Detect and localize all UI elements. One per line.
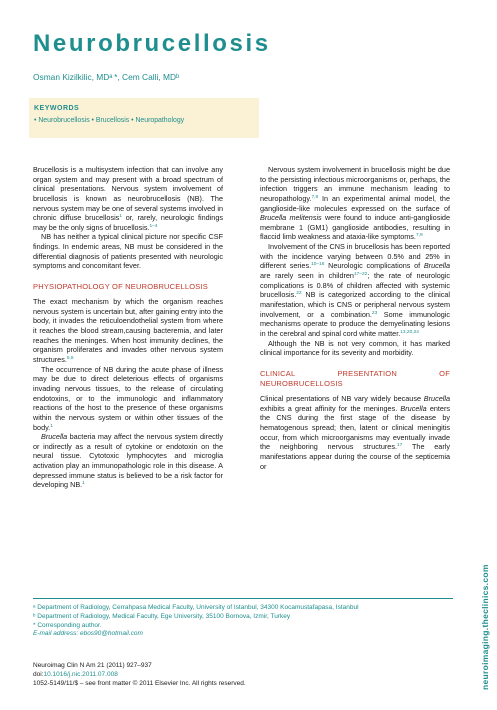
- citation-ref[interactable]: 23: [371, 310, 378, 316]
- journal-info: [33, 661, 246, 688]
- paragraph: NB has neither a typical clinical picture nor specific CSF findings. In endemic areas, NB must be considered in the differential diagnosis of patients presented with neurologic symptoms and concomitant fever.: [33, 232, 223, 271]
- paragraph: Brucella bacteria may affect the nervous system directly or indirectly as a result of cytokine or endotoxin on the neural tissue. Cytotoxic lymphocytes and microglia activation play an immunopathologic role in this disease. A depressed immune status is believed to be a risk factor for developing NB.$^1$: [33, 432, 223, 490]
- paragraph: Clinical presentations of NB vary widely because Brucella exhibits a great affinity for the meninges. Brucella enters the CNS during the first stage of the disease by hematogenous spread; then, latent or clinical meningitis occur, from which microorganisms may eventually invade the neighboring nervous structures.$^{17}$ The early manifestations appear during the course of the septicemia or: [260, 394, 450, 471]
- doi-link[interactable]: 10.1016/j.nic.2011.07.008: [43, 671, 118, 679]
- citation-ref[interactable]: 1: [119, 214, 122, 220]
- citation-ref[interactable]: 22: [296, 291, 302, 297]
- copyright-line: 1052-5149/11/$ – see front matter © 2011 Elsevier Inc. All rights reserved.: [33, 680, 246, 688]
- section-heading: CLINICAL PRESENTATION OF NEUROBRUCELLOSIS: [260, 368, 450, 388]
- citation-ref[interactable]: 10–16: [311, 262, 325, 268]
- keywords-heading: KEYWORDS: [34, 105, 80, 112]
- journal-citation: Neuroimag Clin N Am 21 (2011) 927–937: [33, 662, 152, 669]
- author-line: Osman Kizilkilic, MDᵃ *, Cem Calli, MDᵇ: [33, 72, 180, 82]
- paragraph: The occurrence of NB during the acute phase of illness may be due to direct deleterious effects of organisms invading nervous tissues, to the release of circulating endotoxins, or to the immunologic and inflammatory reactions of the host to the presence of these organisms within the nervous system or within other tissues of the body.$^1$: [33, 364, 223, 432]
- citation-ref[interactable]: 17–22: [353, 272, 368, 278]
- paragraph: Nervous system involvement in brucellosis might be due to the persisting infectious microorganisms or, perhaps, the infection triggers an immune mechanism leading to neuropathology.$^{7,8}$ In an experimental animal model, the ganglioside-like molecules expressed on the surface of Brucella melitensis were found to induce anti-ganglioside membrane 1 (GM1) ganglioside antibodies, resulting in flaccid limb weakness and ataxia-like symptoms.$^{7,9}$: [260, 165, 450, 242]
- paragraph: Brucellosis is a multisystem infection that can involve any organ system and may present with a broad spectrum of clinical presentations. Nervous system involvement of brucellosis is known as neurobrucellosis (NB). The nervous system may be one of several systems involved in chronic diffuse brucellosis$^1$ or, rarely, neurologic findings may be the only signs of brucellosis.$^{1-4}$: [33, 165, 223, 232]
- right-column: [260, 165, 450, 471]
- corresponding-author: * Corresponding author.: [33, 621, 102, 629]
- citation-ref[interactable]: 13,20,24: [400, 329, 419, 335]
- keywords-box: [29, 98, 259, 138]
- citation-ref[interactable]: 1: [50, 423, 53, 429]
- citation-ref[interactable]: 1: [82, 481, 85, 487]
- citation-ref[interactable]: 1–4: [149, 223, 158, 229]
- email-address[interactable]: E-mail address: ebos90@hotmail.com: [33, 630, 143, 638]
- keywords-list: • Neurobrucellosis • Brucellosis • Neuropathology: [34, 117, 185, 124]
- article-title: Neurobrucellosis: [33, 30, 271, 57]
- left-column: [33, 165, 223, 490]
- citation-ref[interactable]: 5,6: [66, 356, 74, 362]
- doi-line: doi:10.1016/j.nic.2011.07.008: [33, 671, 118, 679]
- paragraph: Involvement of the CNS in brucellosis has been reported with the incidence varying between 0.5% and 25% in different series.$^{10-16}$ Neurologic complications of Brucella are rarely seen in children$^{17-22}$; the rate of neurologic complications is 0.8% of children affected with systemic brucellosis.$^{22}$ NB is categorized according to the clinical manifestation, which is CNS or peripheral nervous system involvement, or a combination.$^{23}$ Some immunologic mechanisms operate to produce the demyelinating lesions in the cerebral and spinal cord white matter.$^{13,20,24}$: [260, 242, 451, 338]
- citation-ref[interactable]: 7,9: [415, 233, 423, 239]
- paragraph: The exact mechanism by which the organism reaches nervous system is uncertain but, after gaining entry into the body, it invades the reticuloendothelial system from where it reaches the blood stream,causing bacteremia, and later reaches the meninges. When host immunity declines, the organism proliferates and invades other nervous system structures.$^{5,6}$: [33, 297, 223, 365]
- footnotes: [33, 598, 453, 639]
- affiliation-b: ᵇ Department of Radiology, Medical Faculty, Ege University, 35100 Bornova, Izmir, Turkey: [33, 612, 291, 620]
- citation-ref[interactable]: 17: [396, 443, 403, 449]
- paragraph: Although the NB is not very common, it has marked clinical importance for its severity and morbidity.: [260, 338, 450, 358]
- section-heading: PHYSIOPATHOLOGY OF NEUROBRUCELLOSIS: [33, 282, 208, 292]
- affiliation-a: ᵃ Department of Radiology, Cerrahpasa Medical Faculty, University of Istanbul, 34300 Kocamustafapasa, Istanbul: [33, 604, 359, 611]
- citation-ref[interactable]: 7,8: [311, 194, 319, 200]
- journal-url[interactable]: neuroimaging.theclinics.com: [480, 564, 490, 690]
